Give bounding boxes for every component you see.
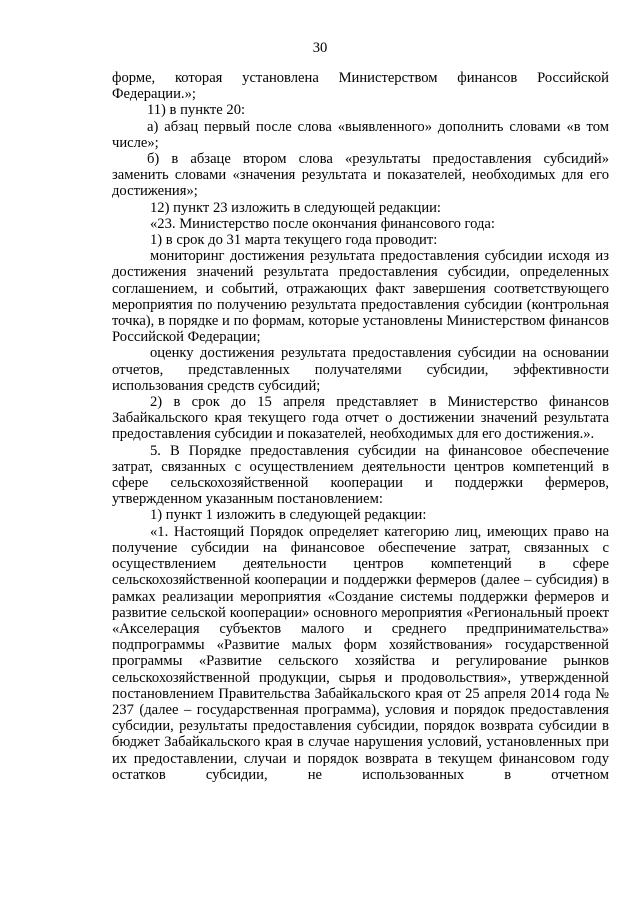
paragraph-clause-23: «23. Министерство после окончания финансового года: bbox=[150, 215, 495, 232]
paragraph-subitem-b: б) в абзаце втором слова «результаты предоставления субсидий» заменить словами «значения результата и показателей, необходимых для его достижения»; bbox=[112, 151, 609, 200]
paragraph-clause-23-2: 2) в срок до 15 апреля представляет в Министерство финансов Забайкальского края текущего года отчет о достижении значений результата предоставления субсидии и показателей, необходимых для его достижения.». bbox=[112, 394, 609, 443]
paragraph-monitoring: мониторинг достижения результата предоставления субсидии исходя из достижения значений результата предоставления субсидии, определенных соглашением, и событий, отражающих факт завершения соответствующего мероприятия по получению результата предоставления субсидии (контрольная точка), в порядке и по формам, которые установлены Министерством финансов Российской Федерации; bbox=[112, 248, 609, 346]
paragraph-clause-1: «1. Настоящий Порядок определяет категорию лиц, имеющих право на получение субсидии на финансовое обеспечение затрат, связанных с осуществлением деятельности центров компетенций в сфере сельскохозяйственной кооперации и поддержки фермеров (далее – субсидия) в рамках реализации мероприятия «Создание системы поддержки фермеров и развитие сельской кооперации» основного мероприятия «Региональный проект «Акселерация субъектов малого и среднего предпринимательства» подпрограммы «Развитие малых форм хозяйствования» государственной программы «Развитие сельского хозяйства и регулирование рынков сельскохозяйственной продукции, сырья и продовольствия», утвержденной постановлением Правительства Забайкальского края от 25 апреля 2014 года № 237 (далее – государственная программа), условия и порядок предоставления субсидии, результаты предоставления субсидии, порядок возврата субсидии в бюджет Забайкальского края в случае нарушения условий, установленных при их предоставлении, случаи и порядок возврата в текущем финансовом году остатков субсидии, не использованных в отчетном bbox=[112, 523, 609, 783]
paragraph-item-12: 12) пункт 23 изложить в следующей редакции: bbox=[150, 199, 441, 216]
page-number: 30 bbox=[312, 40, 328, 56]
paragraph-section-5: 5. В Порядке предоставления субсидии на финансовое обеспечение затрат, связанных с осуществлением деятельности центров компетенций в сфере сельскохозяйственной кооперации и поддержки фермеров, утвержденном указанным постановлением: bbox=[112, 442, 609, 508]
paragraph-form-continuation: форме, которая установлена Министерством финансов Российской Федерации.»; bbox=[112, 70, 609, 103]
paragraph-clause-23-1: 1) в срок до 31 марта текущего года проводит: bbox=[150, 232, 438, 249]
paragraph-item-1: 1) пункт 1 изложить в следующей редакции: bbox=[150, 507, 427, 524]
paragraph-subitem-a: а) абзац первый после слова «выявленного» дополнить словами «в том числе»; bbox=[112, 118, 609, 151]
paragraph-item-11: 11) в пункте 20: bbox=[147, 102, 246, 119]
document-body bbox=[112, 70, 609, 783]
paragraph-assessment: оценку достижения результата предоставления субсидии на основании отчетов, представленных получателями субсидии, эффективности использования средств субсидий; bbox=[112, 345, 609, 394]
